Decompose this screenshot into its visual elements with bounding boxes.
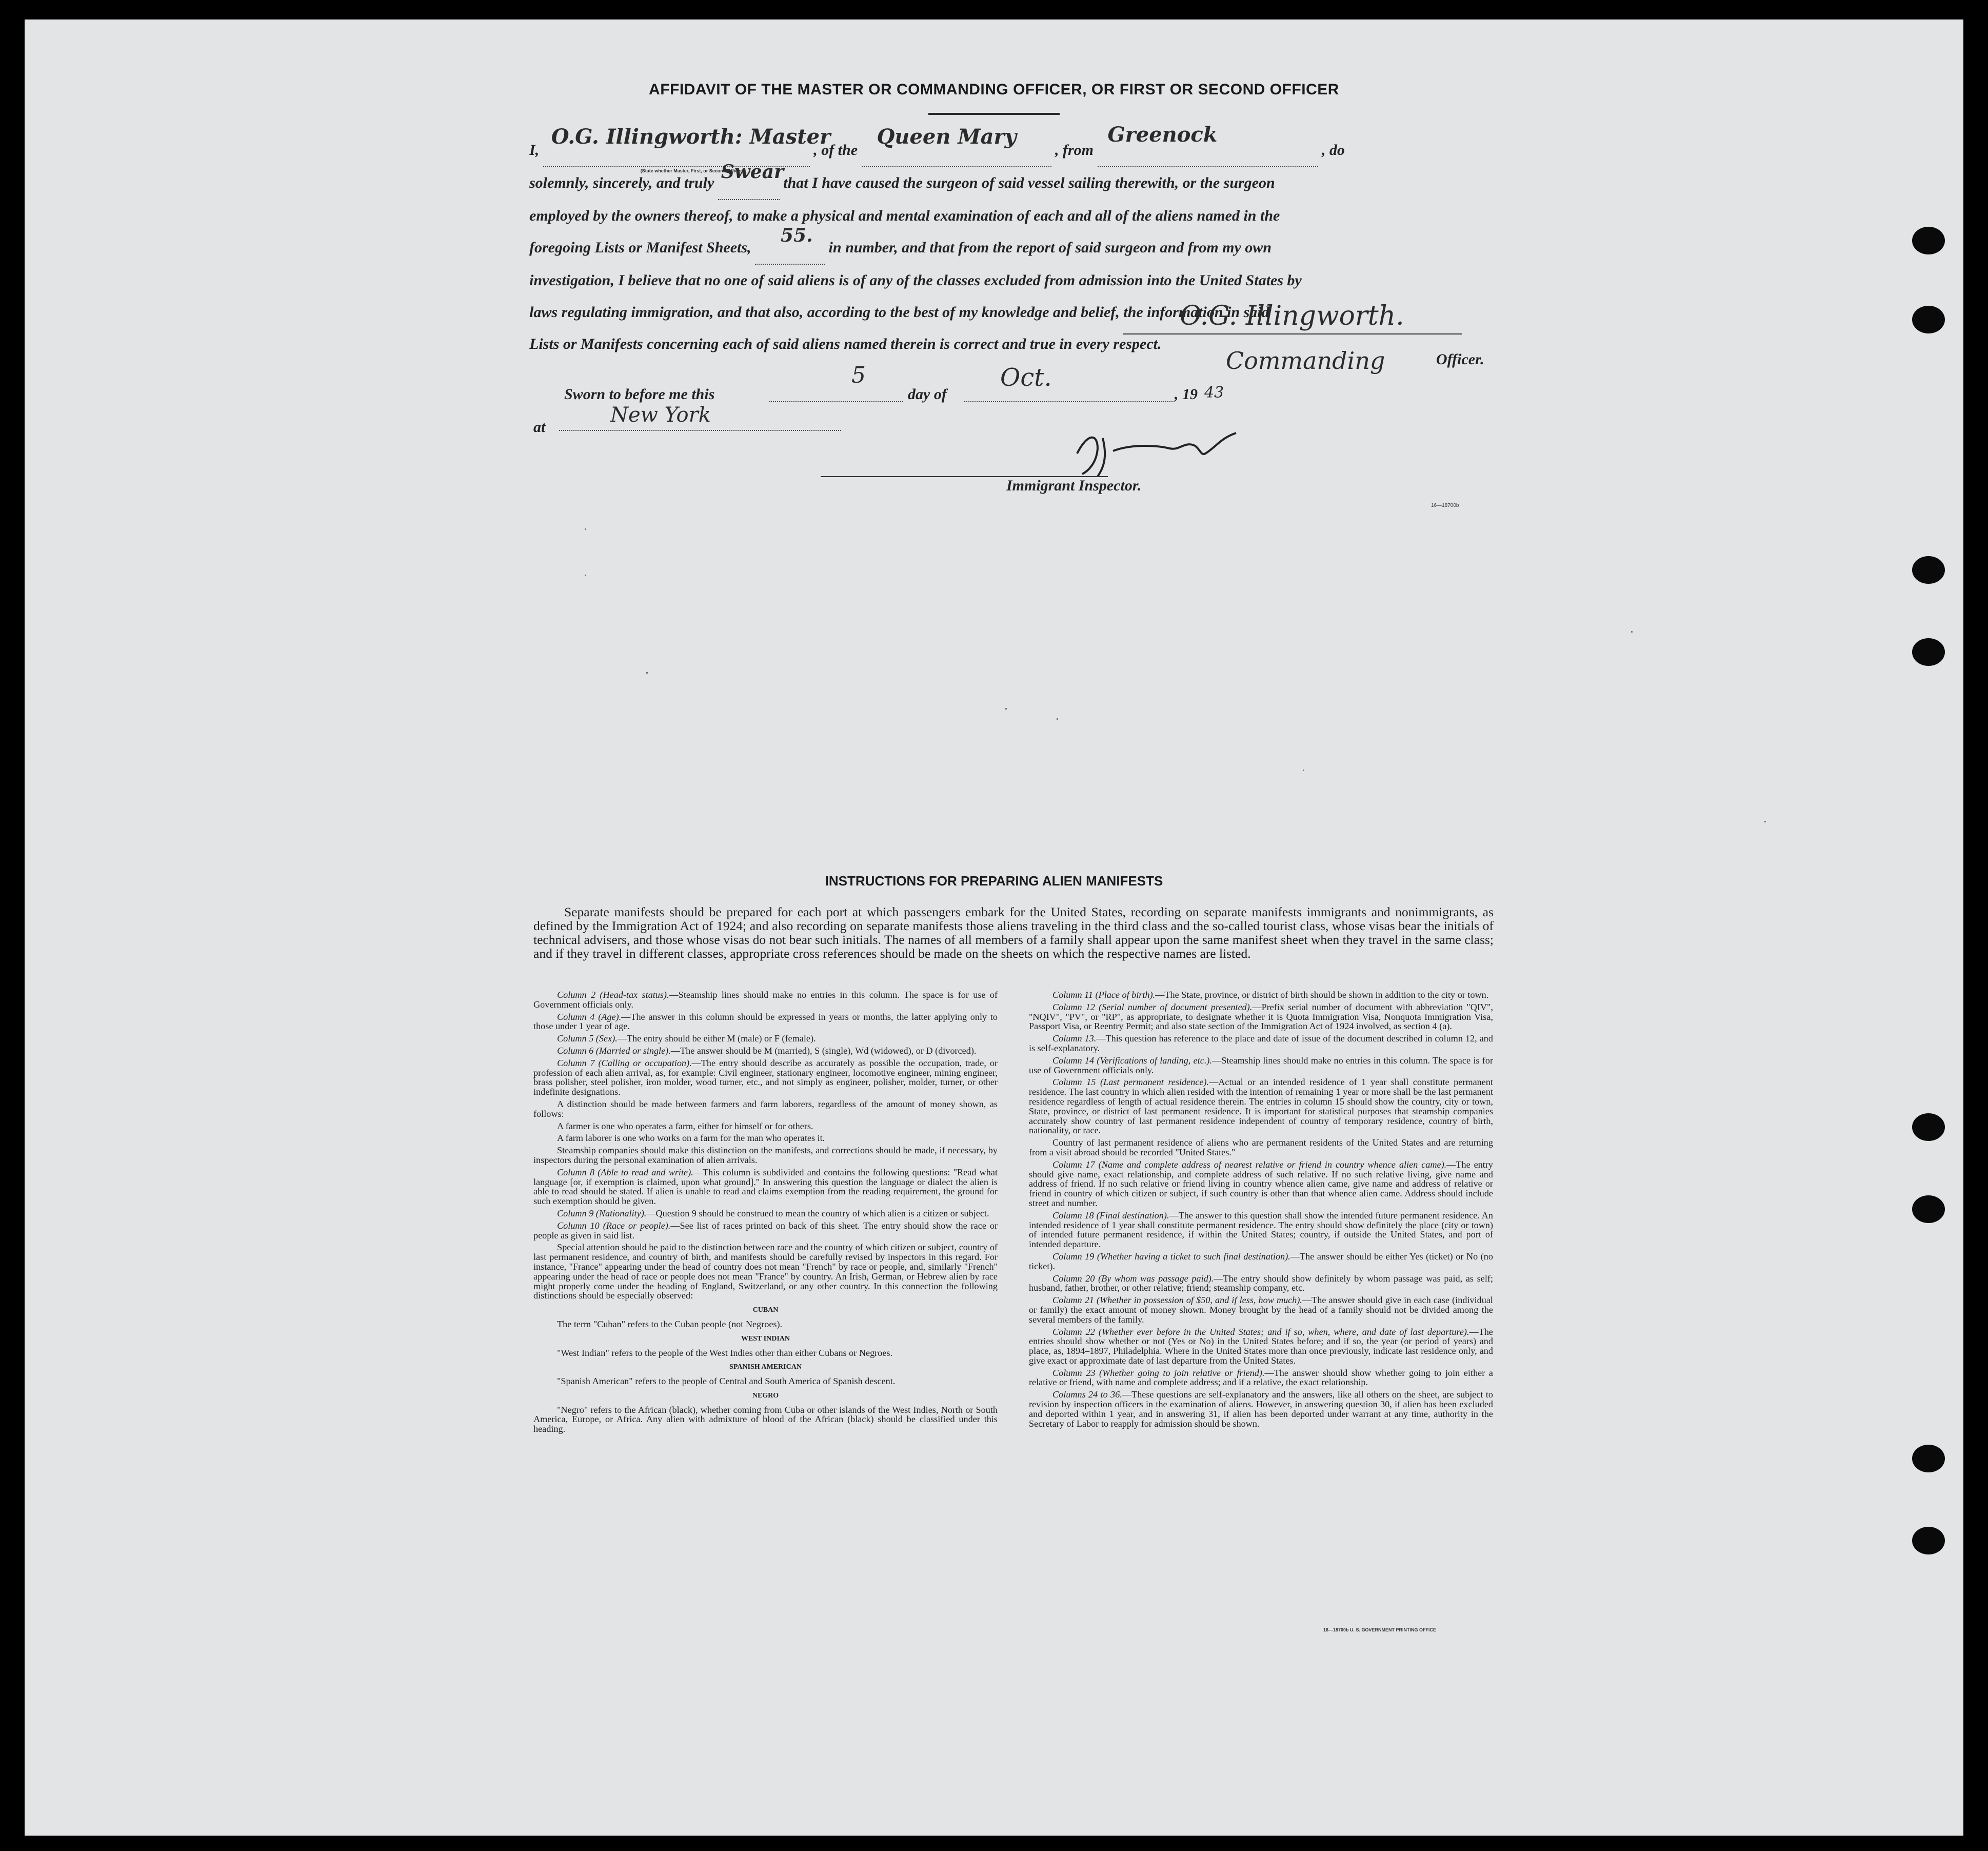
day-handwritten: 5 [851, 362, 866, 388]
punch-hole [1912, 638, 1945, 666]
affidavit-line-2: solemnly, sincerely, and truly Swear that I have caused the surgeon of said vessel sailing therewith, or the surgeon [529, 167, 1494, 200]
swear-field [718, 161, 784, 200]
instruction-text: —The State, province, or district of birth should be shown in addition to the city or town. [1155, 990, 1489, 1000]
instruction-paragraph [1029, 1077, 1493, 1135]
punch-hole [1912, 227, 1945, 254]
instruction-paragraph [1029, 1327, 1493, 1366]
punch-hole [1912, 1527, 1945, 1554]
instruction-paragraph [533, 1121, 998, 1131]
instruction-paragraph [1029, 990, 1493, 1000]
instruction-paragraph [533, 1168, 998, 1206]
swear-handwritten: Swear [721, 161, 784, 183]
instruction-text: —The answer to this question shall show the intended future permanent residence. An intended residence of 1 year shall constitute permanent residence. The entry should show definitely the place (city or town) of intended future permanent residence, if within the United States; country, if outside the United States, and port of intended departure. [1029, 1210, 1493, 1250]
instruction-paragraph [533, 1146, 998, 1165]
instruction-text: —Question 9 should be construed to mean the country of which alien is a citizen or subject. [646, 1208, 989, 1218]
speck [646, 672, 648, 674]
year-label: , 19 [1175, 386, 1198, 403]
instruction-paragraph [533, 1221, 998, 1240]
printing-office-footer: 16—18700b U. S. GOVERNMENT PRINTING OFFICE [1323, 1627, 1437, 1632]
instruction-paragraph [533, 1320, 998, 1329]
instruction-text: —Actual or an intended residence of 1 year shall constitute permanent residence. The last country in which alien resided with the intention of remaining 1 year or more shall be the last permanent residence regardless of length of actual residence therein. The entries in column 15 should show the country, city or town, State, province, or district of last permanent residence. It is important for statistical purposes that steamship companies accurately show country of last permanent residence independent of country of temporary residence, country of birth, nationality, or race. [1029, 1077, 1493, 1136]
instruction-column-title: Column 17 (Name and complete address of nearest relative or friend in country whence alien came). [1052, 1159, 1447, 1170]
heading-rule [928, 113, 1060, 115]
instruction-column-title: Column 20 (By whom was passage paid). [1052, 1273, 1214, 1284]
instruction-paragraph [1029, 1295, 1493, 1324]
form-code: 16—18700b [1431, 503, 1459, 508]
instruction-column-title: Column 2 (Head-tax status). [557, 990, 669, 1000]
place-field [559, 430, 841, 431]
instruction-paragraph [1029, 1056, 1493, 1075]
speck [1631, 631, 1633, 633]
affidavit-line-3: employed by the owners thereof, to make a physical and mental examination of each and all of the aliens named in the [529, 207, 1280, 224]
instruction-text: A farmer is one who operates a farm, either for himself or for others. [557, 1120, 813, 1131]
instructions-intro: Separate manifests should be prepared for each port at which passengers embark for the United States, recording on separate manifests immigrants and nonimmigrants, as defined by the Immigration Act of 1924; and also recording on separate manifests those aliens traveling in the third class and the so-called tourist class, whose visas bear the initials of technical advisers, and those whose visas do not bear such initials. The names of all members of a family shall appear upon the same manifest sheet when they travel in the same class; and if they travel in different classes, appropriate cross references should be made on the sheets on which the respective names are listed. [533, 904, 1494, 961]
inspector-label: Immigrant Inspector. [1006, 477, 1142, 494]
officer-rank-hint: (State whether Master, First, or Second Officer) [640, 168, 744, 173]
instruction-column-title: Column 14 (Verifications of landing, etc.). [1052, 1055, 1212, 1066]
instruction-column-title: Column 23 (Whether going to join relative or friend). [1052, 1367, 1265, 1378]
month-field [964, 401, 1175, 402]
subheading: WEST INDIAN [741, 1334, 790, 1343]
instruction-text: A farm laborer is one who works on a farm for the man who operates it. [557, 1133, 825, 1144]
instruction-text: —The entry should be either M (male) or F (female). [617, 1033, 816, 1044]
officer-name-handwritten: O.G. Illingworth: Master [551, 125, 831, 149]
speck [1057, 718, 1058, 720]
instruction-column-title: Column 5 (Sex). [557, 1033, 618, 1044]
punch-hole [1912, 306, 1945, 333]
instruction-paragraph [533, 990, 998, 1010]
instruction-column-title: Column 9 (Nationality). [557, 1208, 647, 1218]
instruction-text: —See list of races printed on back of this sheet. The entry should show the race or people as given in said list. [533, 1220, 998, 1240]
inspector-signature [1067, 423, 1272, 479]
instruction-text: The term "Cuban" refers to the Cuban people (not Negroes). [557, 1318, 783, 1329]
instruction-paragraph [533, 1034, 998, 1043]
instruction-paragraph [533, 1376, 998, 1386]
instruction-column-title: Column 11 (Place of birth). [1052, 990, 1156, 1000]
subheading: CUBAN [752, 1306, 779, 1314]
subheading: NEGRO [752, 1391, 779, 1400]
dayof-label: day of [908, 386, 947, 403]
speck [1764, 821, 1766, 822]
instruction-paragraph [1029, 1252, 1493, 1271]
punch-hole [1912, 1195, 1945, 1223]
instruction-text: —The answer should show whether going to join either a relative or friend, with name and complete address; and if a relative, the exact relationship. [1029, 1367, 1494, 1388]
instruction-paragraph [1029, 1034, 1493, 1053]
instruction-column-title: Column 22 (Whether ever before in the United States; and if so, when, where, and date of last departure). [1052, 1326, 1469, 1337]
instruction-text: —Steamship lines should make no entries in this column. The space is for use of Government officials only. [533, 990, 998, 1010]
vessel-name-handwritten: Queen Mary [877, 125, 1017, 149]
instruction-paragraph [1029, 1390, 1493, 1428]
instruction-column-title: Column 12 (Serial number of document presented). [1052, 1001, 1253, 1012]
instruction-column-title: Column 18 (Final destination). [1052, 1210, 1169, 1220]
affidavit-line-5: investigation, I believe that no one of said aliens is of any of the classes excluded from admission into the United States by [529, 272, 1302, 289]
port-handwritten: Greenock [1107, 123, 1218, 147]
instruction-column-title: Column 6 (Married or single). [557, 1045, 671, 1056]
instruction-paragraph [533, 1405, 998, 1434]
day-field [769, 401, 903, 402]
vessel-field [862, 125, 1051, 167]
instruction-column-title: Column 7 (Calling or occupation). [557, 1057, 692, 1068]
instruction-text: —The answer in this column should be expressed in years or months, the latter applying only to those under 1 year of age. [533, 1011, 998, 1032]
instruction-paragraph [533, 1099, 998, 1119]
instruction-paragraph [1029, 1368, 1493, 1388]
instruction-text: —This question has reference to the place and date of issue of the document described in column 12, and is self-explanatory. [1029, 1033, 1493, 1053]
instruction-paragraph [533, 1012, 998, 1032]
port-field [1098, 123, 1318, 167]
instruction-column-title: Column 15 (Last permanent residence). [1052, 1077, 1209, 1088]
instruction-paragraph [533, 1348, 998, 1358]
instruction-paragraph [533, 1133, 998, 1143]
instruction-column-title: Column 19 (Whether having a ticket to such final destination). [1052, 1251, 1290, 1262]
instructions-heading: INSTRUCTIONS FOR PREPARING ALIEN MANIFESTS [825, 873, 1163, 889]
affidavit-line-1: I, O.G. Illingworth: Master (State whether Master, First, or Second Officer) , of the Queen Mary , from Greenock , do [529, 134, 1494, 167]
instruction-text: Country of last permanent residence of aliens who are permanent residents of the United States and are returning from a visit abroad should be recorded "United States." [1029, 1137, 1493, 1157]
instruction-text: —The entries should show whether or not (Yes or No) in the United States before; and if so, the year (or period of years) and place, as, 1894–1897, Philadelphia. Where in the United States more than once previously, indicate last residence only, and give exact or approximate date of last departure from the United States. [1029, 1326, 1493, 1366]
year-handwritten: 43 [1204, 384, 1224, 402]
instruction-column-title: Columns 24 to 36. [1052, 1389, 1122, 1400]
instruction-paragraph [533, 1243, 998, 1301]
officer-label: Officer. [1436, 351, 1484, 368]
instruction-text: —Prefix serial number of document with abbreviation "QIV", "NQIV", "PV", or "RP", as appropriate, to designate whether it is Quota Immigration Visa, Nonquota Immigration Visa, Passport Visa, or Reentry Permit; and also state section of the Immigration Act of 1924 involved, as section 4 (a). [1029, 1001, 1494, 1032]
instruction-text: "Negro" refers to the African (black), whether coming from Cuba or other islands of the West Indies, North or South America, Europe, or Africa. Any alien with admixture of blood of the African (black) should be classified under this heading. [533, 1404, 998, 1434]
instruction-text: "West Indian" refers to the people of the West Indies other than either Cubans or Negroes. [557, 1347, 893, 1358]
instructions-left-column [533, 990, 998, 1436]
instruction-text: —The entry should describe as accurately as possible the occupation, trade, or profession of each alien arrival, as, for example: Civil engineer, stationary engineer, locomotive engineer, mining engineer, brass polisher, steel polisher, iron molder, wood turner, etc., and not simply as engineer, polisher, molder, turner, or other indefinite designations. [533, 1057, 998, 1097]
instruction-paragraph [1029, 1211, 1493, 1249]
instruction-text: —The answer should be either Yes (ticket) or No (no ticket). [1029, 1251, 1493, 1271]
month-handwritten: Oct. [1000, 363, 1052, 392]
sworn-label: Sworn to before me this [564, 386, 715, 403]
instruction-paragraph [533, 1209, 998, 1218]
instruction-text: A distinction should be made between farmers and farm laborers, regardless of the amount of money shown, as follows: [533, 1098, 998, 1119]
instructions-right-column [1029, 990, 1493, 1431]
instruction-column-title: Column 8 (Able to read and write). [557, 1167, 693, 1177]
instruction-text: —These questions are self-explanatory and the answers, like all others on the sheet, are subject to revision by inspection officers in the examination of aliens. However, in answering question 30, if alien has been excluded and deported within 1 year, and in answering 31, if alien has been deported under warrant at any time, authority in the Secretary of Labor to reapply for admission should be shown. [1029, 1389, 1493, 1429]
instruction-paragraph [1029, 1160, 1493, 1208]
at-label: at [533, 419, 546, 436]
affidavit-line-7: Lists or Manifests concerning each of said aliens named therein is correct and true in every respect. [529, 336, 1162, 352]
punch-hole [1912, 1113, 1945, 1141]
commanding-handwritten: Commanding [1226, 347, 1385, 375]
sheets-count-handwritten: 55. [781, 225, 813, 246]
instruction-text: "Spanish American" refers to the people of Central and South America of Spanish descent. [557, 1376, 896, 1387]
instruction-text: —The entry should show definitely by whom passage was paid, as self; husband, father, brother, or other relative; friend; steamship company, etc. [1029, 1273, 1493, 1293]
instruction-paragraph [533, 1046, 998, 1056]
instruction-column-title: Column 13. [1052, 1033, 1097, 1044]
signature-rule [1123, 333, 1462, 334]
instruction-paragraph [1029, 1002, 1493, 1031]
instruction-text: Special attention should be paid to the distinction between race and the country of which citizen or subject, country of last permanent residence, and country of birth, and manifests should be carefully revised by inspectors in this regard. For instance, "France" appearing under the head of country does not mean "French" by race or people, and, similarly "French" appearing under the head of race or people does not mean "France" by country. An Irish, German, or Hebrew alien by race might properly come under the heading of England, Switzerland, or any other country. In this connection the following distinctions should be especially observed: [533, 1242, 998, 1301]
subheading: SPANISH AMERICAN [729, 1363, 802, 1371]
punch-hole [1912, 1445, 1945, 1472]
instruction-text: —Steamship lines should make no entries in this column. The space is for use of Government officials only. [1029, 1055, 1493, 1075]
speck [1005, 708, 1007, 710]
instruction-paragraph [1029, 1274, 1493, 1293]
affidavit-line-6: laws regulating immigration, and that also, according to the best of my knowledge and belief, the information in said [529, 304, 1269, 321]
speck [1303, 770, 1304, 771]
speck [585, 528, 586, 530]
instruction-text: Steamship companies should make this distinction on the manifests, and corrections should be made, if necessary, by inspectors during the personal examination of alien arrivals. [533, 1145, 998, 1165]
sheets-field [755, 225, 825, 265]
instruction-text: —The entry should give name, exact relationship, and complete address of such relative. If no such relative living, give name and address of friend. If no such relative or friend living in country whence alien came, give name and address of relative or friend in country of which citizen or subject, if such country is other than that whence alien came. Address should include street and number. [1029, 1159, 1493, 1208]
place-handwritten: New York [610, 403, 711, 427]
instruction-column-title: Column 10 (Race or people). [557, 1220, 671, 1231]
instruction-column-title: Column 4 (Age). [557, 1011, 622, 1022]
affidavit-heading: AFFIDAVIT OF THE MASTER OR COMMANDING OFFICER, OR FIRST OR SECOND OFFICER [649, 81, 1339, 98]
instruction-text: —This column is subdivided and contains the following questions: "Read what language [or, if exemption is claimed, upon what ground]." In answering this question the language or dialect the alien is able to read should be stated. If alien is unable to read and claims exemption from the reading requirement, the ground for such exemption should be given. [533, 1167, 998, 1207]
affidavit-line-4: foregoing Lists or Manifest Sheets, 55. in number, and that from the report of said surgeon and from my own [529, 232, 1494, 265]
instruction-text: —The answer should be M (married), S (single), Wd (widowed), or D (divorced). [670, 1045, 977, 1056]
master-signature: O.G. Illingworth. [1180, 301, 1404, 331]
instruction-column-title: Column 21 (Whether in possession of $50, and if less, how much). [1052, 1295, 1302, 1306]
speck [585, 575, 586, 576]
instruction-paragraph [533, 1058, 998, 1097]
punch-hole [1912, 556, 1945, 584]
instruction-paragraph [1029, 1138, 1493, 1157]
instruction-text: —The answer should give in each case (individual or family) the exact amount of money shown. Money brought by the head of a family should not be divided among the several members of the family. [1029, 1295, 1493, 1325]
